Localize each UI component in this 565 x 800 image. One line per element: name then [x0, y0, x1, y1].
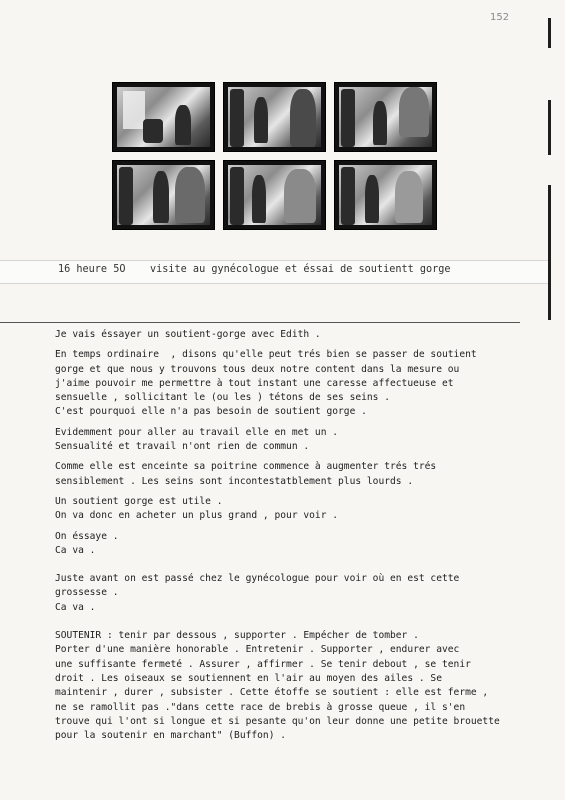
text-line: On éssaye .: [55, 530, 119, 542]
text-line: SOUTENIR : tenir par dessous , supporter . Empécher de tomber .: [55, 630, 419, 642]
text-line: grossesse .: [55, 587, 119, 599]
text-line: Ca va .: [55, 544, 96, 556]
paragraph: [55, 328, 525, 342]
edge-mark-2: [548, 100, 551, 155]
text-line: Evidemment pour aller au travail elle en met un .: [55, 426, 339, 438]
text-line: En temps ordinaire , disons qu'elle peut trés bien se passer de soutient: [55, 349, 477, 361]
photo-6: [334, 160, 437, 230]
text-line: une suffisante fermeté . Assurer , affirmer . Se tenir debout , se tenir: [55, 658, 471, 670]
paragraph: [55, 426, 525, 455]
photo-2: [223, 82, 326, 152]
text-line: Ca va .: [55, 601, 96, 613]
text-line: j'aime pouvoir me permettre à tout instant une caresse affectueuse et: [55, 377, 454, 389]
text-line: C'est pourquoi elle n'a pas besoin de soutient gorge .: [55, 406, 367, 418]
text-line: On va donc en acheter un plus grand , pour voir .: [55, 510, 339, 522]
paragraph: [55, 629, 525, 743]
paragraph: [55, 530, 525, 559]
photo-3: [334, 82, 437, 152]
photo-caption: 16 heure 5O visite au gynécologue et éssai de soutientt gorge: [58, 264, 451, 275]
text-line: sensiblement . Les seins sont incontestatblement plus lourds .: [55, 475, 414, 487]
page-number: 152: [490, 12, 510, 23]
edge-mark-3: [548, 185, 551, 320]
text-line: gorge et que nous y trouvons tous deux notre content dans la mesure ou: [55, 363, 460, 375]
text-line: Je vais éssayer un soutient-gorge avec Edith .: [55, 329, 321, 340]
text-line: Un soutient gorge est utile .: [55, 495, 223, 507]
contact-sheet: [112, 82, 437, 230]
section-rule: [0, 322, 520, 323]
text-line: maintenir , durer , subsister . Cette étoffe se soutient : elle est ferme ,: [55, 687, 489, 699]
body-text: [55, 328, 525, 749]
photo-4: [112, 160, 215, 230]
text-line: pour la soutenir en marchant" (Buffon) .: [55, 730, 287, 742]
paragraph: [55, 460, 525, 489]
text-line: Comme elle est enceinte sa poitrine commence à augmenter trés trés: [55, 461, 437, 473]
photo-1: [112, 82, 215, 152]
text-line: Juste avant on est passé chez le gynécologue pour voir où en est cette: [55, 573, 460, 585]
text-line: Sensualité et travail n'ont rien de commun .: [55, 441, 310, 453]
edge-mark-1: [548, 18, 551, 48]
paragraph: [55, 495, 525, 524]
text-line: ne se ramollit pas ."dans cette race de brebis à grosse queue , il s'en: [55, 701, 466, 713]
text-line: sensuelle , sollicitant le (ou les ) tétons de ses seins .: [55, 392, 391, 404]
text-line: trouve qui l'ont si longue et si pesante qu'on leur donne une petite brouette: [55, 715, 500, 727]
text-line: Porter d'une manière honorable . Entretenir . Supporter , endurer avec: [55, 644, 460, 656]
paragraph: [55, 572, 525, 615]
photo-5: [223, 160, 326, 230]
paragraph: [55, 348, 525, 419]
text-line: droit . Les oiseaux se soutiennent en l'air au moyen des ailes . Se: [55, 672, 442, 684]
